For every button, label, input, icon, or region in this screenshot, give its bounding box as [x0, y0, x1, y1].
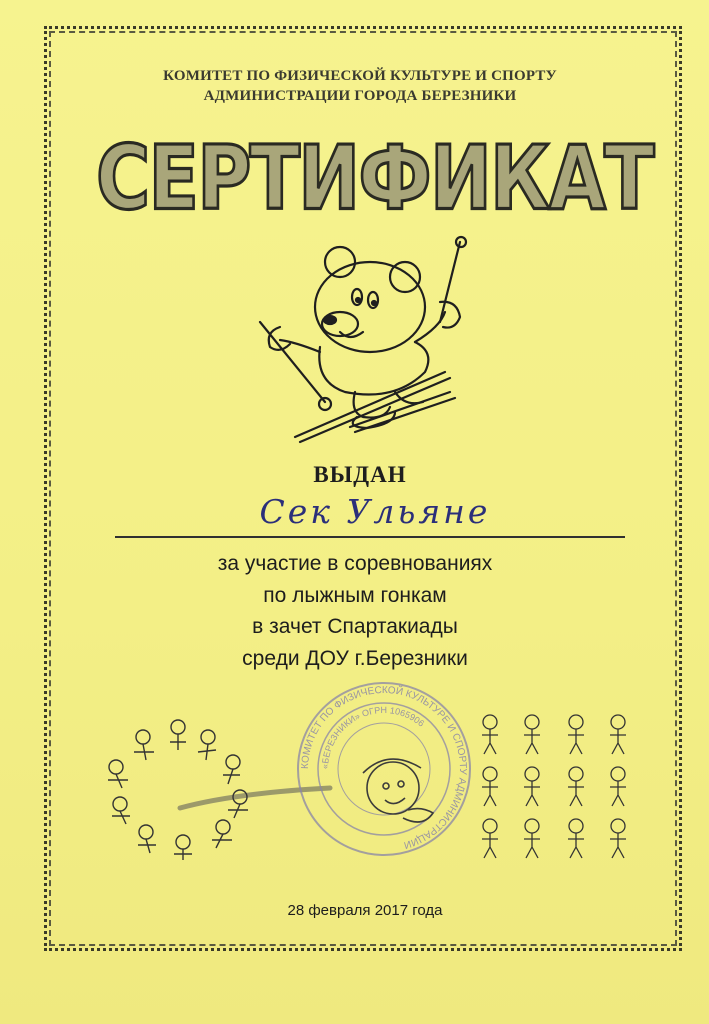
body-line-3: в зачет Спартакиады [252, 615, 458, 638]
child-figure-4 [228, 790, 248, 818]
kid-r2-c2 [524, 767, 540, 806]
certificate-title: СЕРТИФИКАТ [96, 126, 653, 230]
recipient-underline [115, 536, 625, 538]
issued-label: ВЫДАН [313, 462, 407, 487]
kid-r2-c4 [610, 767, 626, 806]
child-figure-10 [134, 730, 154, 760]
kid-r3-c4 [610, 819, 626, 858]
official-seal [293, 678, 475, 860]
body-line-2: по лыжным гонкам [263, 583, 447, 607]
certificate-date: 28 февраля 2017 года [287, 902, 443, 919]
kid-r1-c2 [524, 715, 540, 754]
issuer-line-2: АДМИНИСТРАЦИИ ГОРОДА БЕРЕЗНИКИ [203, 88, 517, 104]
body-line-4: среди ДОУ г.Березники [242, 646, 468, 670]
issuer-header [60, 66, 660, 106]
child-figure-2 [198, 730, 216, 760]
children-circle-illustration [98, 712, 263, 862]
body-line-1: за участие в соревнованиях [217, 552, 493, 575]
child-figure-9 [108, 760, 128, 788]
kid-r2-c1 [482, 767, 498, 806]
child-figure-7 [138, 825, 156, 853]
issuer-line-1: КОМИТЕТ ПО ФИЗИЧЕСКОЙ КУЛЬТУРЕ И СПОРТУ [163, 68, 557, 84]
kid-r3-c2 [524, 819, 540, 858]
svg-text:«БЕРЕЗНИКИ» ОГРН 1065906 [320, 705, 426, 769]
kid-r1-c1 [482, 715, 498, 754]
kid-r3-c3 [568, 819, 584, 858]
certificate-body [120, 548, 590, 674]
child-figure-6 [174, 835, 192, 860]
skiing-bear-illustration [245, 232, 475, 447]
child-figure-1 [170, 720, 186, 750]
recipient-name: Сек Ульяне [259, 492, 491, 531]
seal-inner-text: «БЕРЕЗНИКИ» ОГРН 1065906 [319, 704, 427, 770]
children-grid-illustration [472, 708, 642, 868]
kid-r2-c3 [568, 767, 584, 806]
child-figure-5 [212, 820, 232, 848]
kid-r1-c3 [568, 715, 584, 754]
child-figure-3 [223, 755, 240, 784]
seal-outer-text: КОМИТЕТ ПО ФИЗИЧЕСКОЙ КУЛЬТУРЕ И СПОРТУ АДМИНИСТРАЦИИ [299, 684, 469, 851]
kid-r1-c4 [610, 715, 626, 754]
child-figure-8 [112, 797, 130, 824]
kid-r3-c1 [482, 819, 498, 858]
